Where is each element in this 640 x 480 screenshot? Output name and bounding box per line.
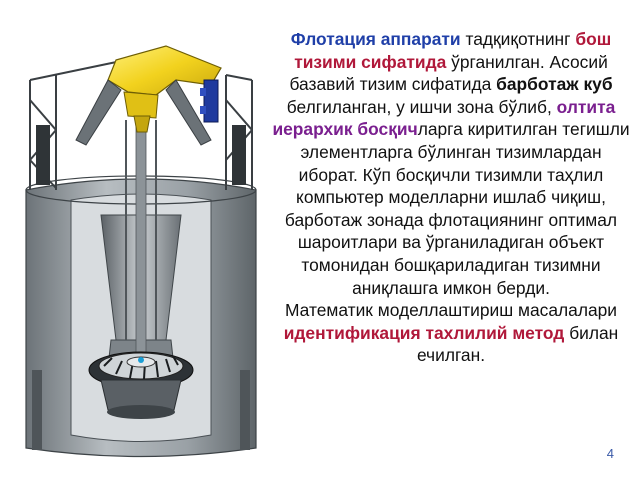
term-bubble-cube: барботаж куб [496,74,613,95]
term-six-levels: олтита иерархик босқич [272,96,616,140]
paragraph-main [272,28,630,299]
text-run: билан ечилган. [416,322,619,366]
text-run: ўрганилган. Асосий базавий тизим сифатида [289,51,608,95]
paragraph-modeling [272,299,630,367]
page-number: 4 [606,446,614,461]
text-run: тадқиқотнинг [460,29,576,49]
text-run: белгиланган, у ишчи зона бўлиб, [286,96,557,117]
term-flotation-apparatus: Флотация аппарати [290,29,461,49]
inner-draft-tube [101,100,181,385]
text-run: ларга киритилган тегишли элементларга бўлинган тизимлардан иборат. Кўп босқичли тизимли таҳлил компьютер моделларни ишлаб чиқиш, барботаж зонада флотациянинг оптимал шароитлари ва ўрганиладиган объект томонидан бошқариладиган тизимни аниқлашга имкон берди. [284,119,630,298]
slide-body-text [272,28,630,367]
text-run: Математик моделлаштириш масалалари [284,300,618,321]
flotation-machine-illustration [16,40,266,465]
drive-housing [76,46,221,145]
term-identification-method: идентификация тахлилий метод [283,322,565,343]
term-main-system: бош тизими сифатида [294,29,612,72]
